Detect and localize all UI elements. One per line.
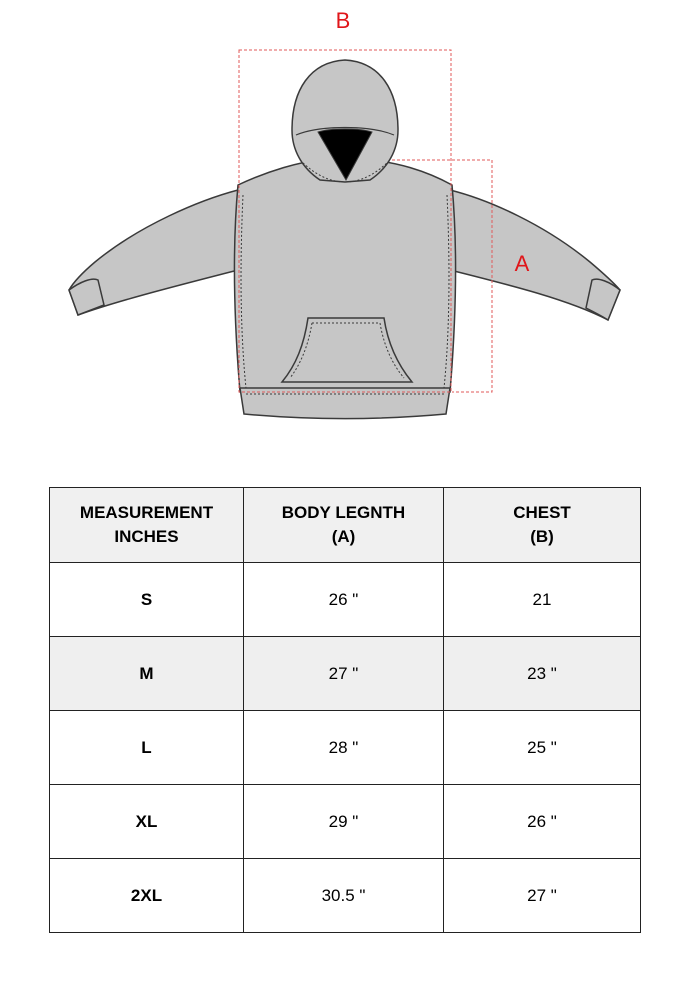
label-b: B: [335, 8, 351, 33]
hoodie-illustration: [0, 0, 677, 440]
table-row: [50, 785, 641, 859]
table-row: [50, 859, 641, 933]
size-cell: S: [50, 563, 244, 637]
table-row: [50, 563, 641, 637]
body-length-cell: 30.5 ": [244, 859, 444, 933]
table-row: [50, 711, 641, 785]
header-measurement: MEASUREMENT INCHES: [50, 488, 244, 563]
header-body-length: BODY LEGNTH (A): [244, 488, 444, 563]
size-chart-table: [49, 487, 641, 933]
header-chest: CHEST (B): [444, 488, 641, 563]
body-length-cell: 28 ": [244, 711, 444, 785]
body-length-cell: 29 ": [244, 785, 444, 859]
table-header-row: [50, 488, 641, 563]
label-a: A: [514, 251, 530, 276]
chest-cell: 26 ": [444, 785, 641, 859]
size-cell: L: [50, 711, 244, 785]
chest-cell: 27 ": [444, 859, 641, 933]
chest-cell: 25 ": [444, 711, 641, 785]
chest-cell: 21: [444, 563, 641, 637]
size-cell: M: [50, 637, 244, 711]
hem-band: [240, 388, 450, 419]
body-length-cell: 27 ": [244, 637, 444, 711]
size-cell: XL: [50, 785, 244, 859]
chest-cell: 23 ": [444, 637, 641, 711]
table-row: [50, 637, 641, 711]
hoodie-diagram: [0, 0, 677, 440]
body-length-cell: 26 ": [244, 563, 444, 637]
size-cell: 2XL: [50, 859, 244, 933]
